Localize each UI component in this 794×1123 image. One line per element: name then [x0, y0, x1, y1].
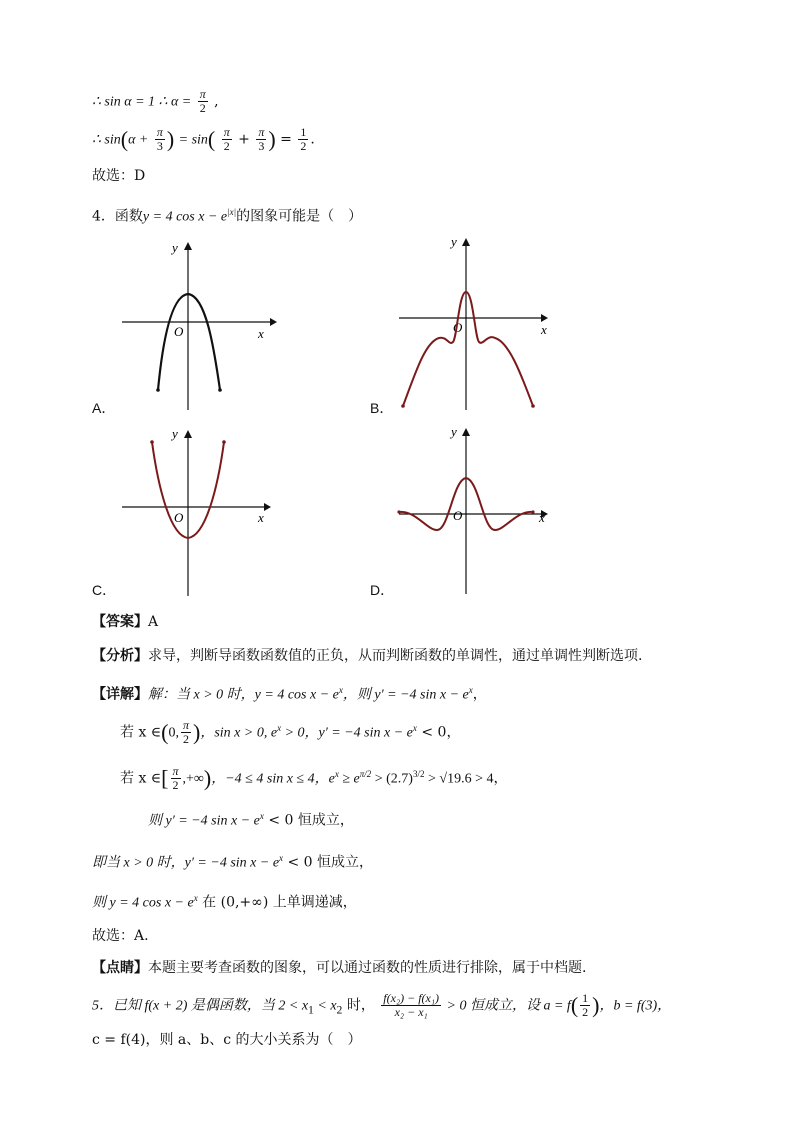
q4-choice: 故选：A. [92, 928, 149, 944]
x-axis-arrow-icon [541, 314, 548, 322]
q5-stem: 5．已知 f(x + 2) 是偶函数，当 $2 < x_1 < x_2$ 时， $\frac{\text{f(x₂) − f(x₁)}}{\text{x₂ − x₁}}$ > 0 恒成立，设 a = f( $\frac{1}{2}$ )，b = f(3)， [92, 991, 672, 1019]
y-axis-arrow-icon [462, 238, 470, 246]
detail-line-4: 则 y′ = −4 $\sin x - e^x < 0$ 恒成立， [148, 811, 354, 829]
y-axis-arrow-icon [184, 242, 192, 250]
prev-choice: 故选：D [92, 168, 146, 184]
origin-label: O [174, 510, 184, 525]
axis-x-label: x [258, 326, 264, 341]
option-b-label[interactable]: B． [370, 400, 394, 416]
curve-a [158, 294, 220, 390]
detail-line-1: 【详解】解：当 x > 0 时，y = 4 $\cos x - e^x$，则 y′ = −4 $\sin x - e^x$， [92, 685, 487, 703]
axis-x-label: x [258, 510, 264, 525]
detail-line-2: 若 x ∈(0, $\frac{\pi}{2}$ )，sin x > 0, $e^x > 0$，y′ = −4 $\sin x - e^x < 0$， [120, 718, 461, 747]
analysis-line: 【分析】求导，判断导函数函数值的正负，从而判断函数的单调性，通过单调性判断选项. [92, 648, 643, 664]
x-axis-arrow-icon [270, 318, 277, 326]
graph-option-d[interactable] [395, 424, 555, 596]
axis-y-label: y [451, 424, 457, 439]
prev-line-2: ∴ sin(α + $\frac{\pi}{3}$ ) = sin( $\frac{\pi}{2}$ + $\frac{\pi}{3}$ ) = $\frac{1}{2}$ . [92, 125, 315, 153]
q5-line-2: c = f(4)，则 a、b、c 的大小关系为（ ） [92, 1032, 362, 1048]
q4-stem: 4．函数y = 4 $\cos x - e^{|x|}$的图象可能是（ ） [92, 207, 363, 225]
x-axis-arrow-icon [264, 503, 271, 511]
graph-option-c[interactable] [118, 426, 278, 598]
detail-line-3: 若 x ∈[ $\frac{\pi}{2}$ ,+∞)，−4 ≤ 4 sin x ≤ 4，$e^x \ge e^{\pi/2} > (2.7)^{3/2} > √19.6 > 4$， [120, 764, 508, 793]
origin-label: O [174, 324, 184, 339]
origin-label: O [453, 508, 463, 523]
graph-option-b[interactable] [395, 234, 555, 412]
prev-line-1: ∴ sin α = 1 ∴ α = $\frac{\pi}{2}$ , [92, 87, 219, 115]
origin-label: O [453, 320, 463, 335]
y-axis-arrow-icon [184, 430, 192, 438]
graph-option-a[interactable] [118, 238, 278, 413]
detail-line-5: 即当 x > 0 时，y′ = −4 $\sin x - e^x < 0$ 恒成立， [92, 853, 374, 871]
curve-b [403, 292, 533, 406]
option-c-label[interactable]: C． [92, 582, 117, 598]
axis-y-label: y [172, 240, 178, 255]
y-axis-arrow-icon [462, 428, 470, 436]
q5-difference-quotient: $\frac{\text{f(x₂) − f(x₁)}}{\text{x₂ − x₁}}$ [383, 991, 440, 1019]
axis-x-label: x [539, 510, 545, 525]
answer-line: 【答案】A [92, 614, 159, 630]
axis-y-label: y [451, 234, 457, 249]
detail-line-6: 则 y = 4 $\cos x - e^x$ 在 (0,+∞) 上单调递减， [92, 893, 357, 911]
option-a-label[interactable]: A． [92, 400, 116, 416]
comment-line: 【点睛】本题主要考查函数的图象，可以通过函数的性质进行排除，属于中档题. [92, 960, 587, 976]
axis-y-label: y [172, 426, 178, 441]
option-d-label[interactable]: D． [370, 582, 395, 598]
axis-x-label: x [541, 322, 547, 337]
pi-over-2-fraction: $\frac{\pi}{2}$ [199, 87, 206, 115]
